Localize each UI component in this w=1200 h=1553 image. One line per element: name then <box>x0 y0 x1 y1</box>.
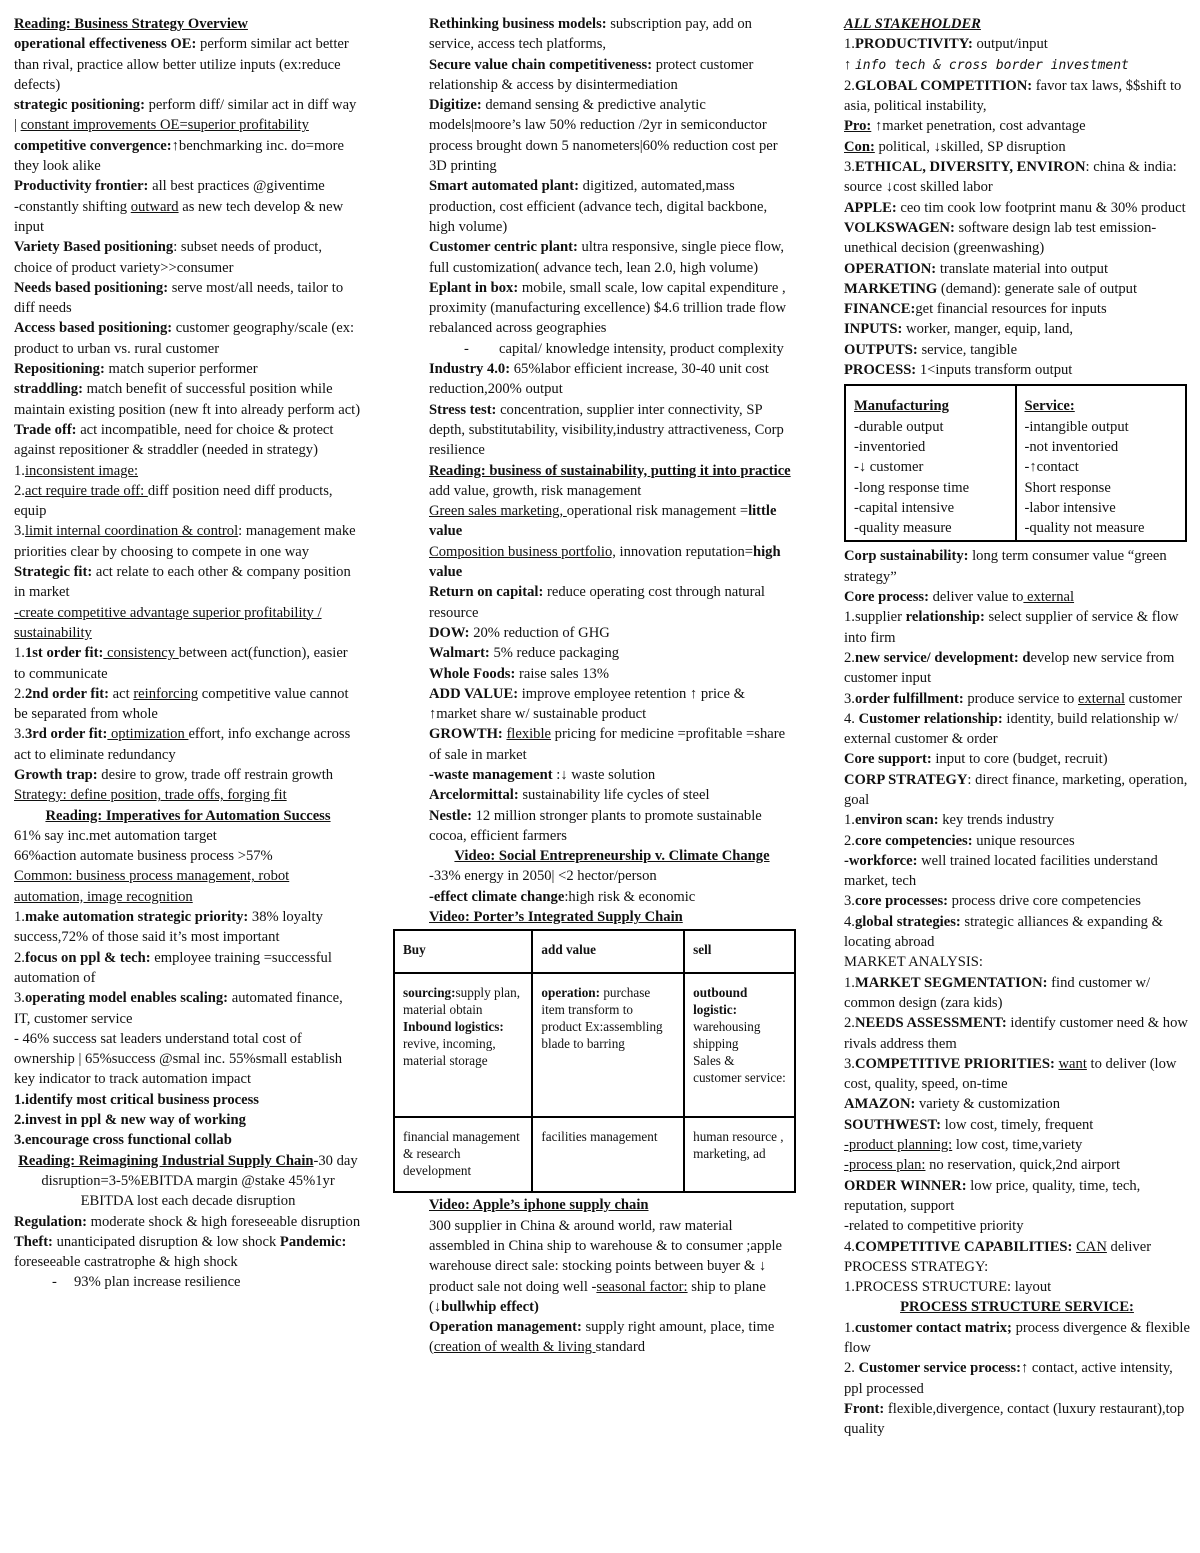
table-cell-facilities: facilities management <box>532 1117 684 1192</box>
note-customer-contact-matrix: 1.customer contact matrix; process divergence & flexible flow <box>844 1319 1190 1356</box>
note-finance: FINANCE:get financial resources for inputs <box>844 301 1107 318</box>
manufacturing-header: Manufacturing <box>854 398 949 415</box>
note-operational-effectiveness: operational effectiveness OE: perform similar act better than rival, practice allow better utilize inputs (ex:reduce defects) <box>14 36 349 93</box>
note-smart-automated-plant: Smart automated plant: digitized, automated,mass production, cost efficient (advance tech, digital backbone, high volume) <box>429 178 768 235</box>
heading-business-strategy: Reading: Business Strategy Overview <box>14 16 248 32</box>
table-header-buy: Buy <box>394 930 532 973</box>
note-global-competition: 2.GLOBAL COMPETITION: favor tax laws, $$shift to asia, political instability, <box>844 77 1182 115</box>
note-growth: GROWTH: flexible pricing for medicine =profitable =share of sale in market <box>429 726 786 763</box>
note-identify-process: 1.identify most critical business process <box>14 1091 259 1108</box>
note-automation-priority: 1.make automation strategic priority: 38% loyalty success,72% of those said it’s most important <box>14 909 323 946</box>
note-walmart: Walmart: 5% reduce packaging <box>429 645 620 662</box>
note-first-order-fit: 1.1st order fit: consistency between act(function), easier to communicate <box>14 645 348 682</box>
note-access-based: Access based positioning: customer geography/scale (ex: product to urban vs. rural customer <box>14 320 355 357</box>
note-workforce: -workforce: well trained located facilities understand market, tech <box>844 852 1158 890</box>
note-composition-portfolio: Composition business portfolio, innovation reputation=high value <box>429 543 781 581</box>
note-apple-suppliers: 300 supplier in China & around world, raw material assembled in China ship to warehouse & to consumer ;apple warehouse direct sale: stocking points between buyer & ↓ product sale not doing well -seasonal factor: ship to plane (↓bullwhip effect) <box>429 1217 783 1315</box>
heading-process-structure-service: PROCESS STRUCTURE SERVICE: <box>900 1299 1134 1316</box>
note-inputs: INPUTS: worker, manger, equip, land, <box>844 321 1074 338</box>
manufacturing-item: -inventoried <box>854 438 926 455</box>
note-order-fulfillment: 3.order fulfillment: produce service to external customer <box>844 690 1183 707</box>
note-rethinking-business-models: Rethinking business models: subscription pay, add on service, access tech platforms, <box>429 16 752 53</box>
note-operating-model: 3.operating model enables scaling: automated finance, IT, customer service <box>14 990 343 1027</box>
note-environ-scan: 1.environ scan: key trends industry <box>844 812 1055 829</box>
manufacturing-item: -↓ customer <box>854 459 924 476</box>
note-process-structure: 1.PROCESS STRUCTURE: layout <box>844 1279 1052 1296</box>
note-return-on-capital: Return on capital: reduce operating cost through natural resource <box>429 584 765 621</box>
table-cell-buy-activities: sourcing:supply plan, material obtain Inbound logistics: revive, incoming, material storage <box>394 973 532 1117</box>
column-2 <box>403 14 795 1358</box>
manufacturing-column <box>845 385 1016 541</box>
note-inconsistent-image: 1.inconsistent image: <box>14 462 139 479</box>
heading-business-of-sustainability: Reading: business of sustainability, putting it into practice add value, growth, risk management <box>429 462 791 499</box>
note-repositioning: Repositioning: match superior performer <box>14 361 258 378</box>
note-energy-2050: -33% energy in 2050| <2 hector/person <box>429 868 657 885</box>
heading-social-entrepreneurship: Video: Social Entrepreneurship v. Climate Change <box>454 848 770 865</box>
note-dow: DOW: 20% reduction of GHG <box>429 624 610 641</box>
table-header-add-value: add value <box>532 930 684 973</box>
note-whole-foods: Whole Foods: raise sales 13% <box>429 665 609 682</box>
note-core-process: Core process: deliver value to external <box>844 589 1075 606</box>
manufacturing-service-table <box>844 384 1187 542</box>
note-front: Front: flexible,divergence, contact (luxury restaurant),top quality <box>844 1400 1185 1438</box>
note-customer-relationship: 4. Customer relationship: identity, build relationship w/ external customer & order <box>844 710 1179 748</box>
service-item: -not inventoried <box>1024 438 1119 455</box>
note-core-competencies: 2.core competencies: unique resources <box>844 832 1075 849</box>
note-competitive-advantage: -create competitive advantage superior profitability / sustainability <box>14 604 322 641</box>
note-needs-based: Needs based positioning: serve most/all needs, tailor to diff needs <box>14 279 344 317</box>
note-shifting-outward: -constantly shifting outward as new tech develop & new input <box>14 198 344 235</box>
note-process-plan: -process plan: no reservation, quick,2nd airport <box>844 1157 1120 1174</box>
note-competitive-priorities: 3.COMPETITIVE PRIORITIES: want to deliver (low cost, quality, speed, on-time <box>844 1055 1177 1093</box>
service-item: -labor intensive <box>1024 499 1116 516</box>
note-outputs: OUTPUTS: service, tangible <box>844 341 1018 358</box>
note-apple: APPLE: ceo tim cook low footprint manu & 30% product <box>844 199 1186 216</box>
note-related-priority: -related to competitive priority <box>844 1218 1024 1235</box>
table-cell-financial: financial management & research development <box>394 1117 532 1192</box>
note-act-require-trade-off: 2.act require trade off: diff position need diff products, equip <box>14 482 333 520</box>
note-success-leaders: - 46% success sat leaders understand total cost of ownership | 65%success @smal inc. 55%small establish key indicator to track automation impact <box>14 1030 343 1088</box>
note-strategy-summary: Strategy: define position, trade offs, forging fit <box>14 787 287 804</box>
manufacturing-item: -quality measure <box>854 520 952 537</box>
note-marketing: MARKETING (demand): generate sale of output <box>844 280 1138 297</box>
note-strategic-fit: Strategic fit: act relate to each other & company position in market <box>14 564 351 601</box>
note-secure-value-chain: Secure value chain competitiveness: protect customer relationship & access by disintermediation <box>429 56 754 93</box>
note-eplant-in-box: Eplant in box: mobile, small scale, low capital expenditure , proximity (manufacturing excellence) $4.6 trillion trade flow rebalanced across geographies <box>429 279 787 337</box>
heading-porter-supply-chain: Video: Porter’s Integrated Supply Chain <box>429 909 683 926</box>
note-straddling: straddling: match benefit of successful position while maintain existing position (new ft into already perform act) <box>14 381 361 418</box>
note-action-automate: 66%action automate business process >57% <box>14 848 273 865</box>
service-column <box>1016 385 1187 541</box>
note-corp-sustainability: Corp sustainability: long term consumer value “green strategy” <box>844 548 1167 585</box>
note-effect-climate: -effect climate change:high risk & economic <box>429 888 696 905</box>
note-product-planning: -product planning: low cost, time,variety <box>844 1137 1083 1154</box>
note-ethical-diversity: 3.ETHICAL, DIVERSITY, ENVIRON: china & india: source ↓cost skilled labor <box>844 159 1177 196</box>
note-limit-internal-coordination: 3.limit internal coordination & control: management make priorities clear by choosing to compete in one way <box>14 523 356 560</box>
note-industry-4: Industry 4.0: 65%labor efficient increase, 30-40 unit cost reduction,200% output <box>429 361 769 398</box>
note-market-segmentation: 1.MARKET SEGMENTATION: find customer w/ common design (zara kids) <box>844 974 1151 1011</box>
note-volkswagen: VOLKSWAGEN: software design lab test emission- unethical decision (greenwashing) <box>844 219 1157 257</box>
note-operation: OPERATION: translate material into output <box>844 260 1109 277</box>
note-green-sales: Green sales marketing, operational risk management =little value <box>429 503 777 540</box>
note-con: Con: political, ↓skilled, SP disruption <box>844 138 1066 155</box>
table-cell-sell-activities: outbound logistic: warehousing shipping Sales & customer service: <box>684 973 795 1117</box>
note-variety-based: Variety Based positioning: subset needs of product, choice of product variety>>consumer <box>14 239 322 276</box>
note-capital-knowledge: - capital/ knowledge intensity, product complexity <box>464 340 784 357</box>
note-disruption-types: Regulation: moderate shock & high foreseeable disruption Theft: unanticipated disruption & low shock Pandemic: foreseeable castratrophe & high shock <box>14 1213 361 1271</box>
note-waste-management: -waste management :↓ waste solution <box>429 766 656 783</box>
note-trade-off: Trade off: act incompatible, need for choice & protect against repositioner & straddler (needed in strategy) <box>14 421 334 459</box>
note-digitize: Digitize: demand sensing & predictive analytic models|moore’s law 50% reduction /2yr in semiconductor process brought down 5 nanometers|60% reduction cost per 3D printing <box>429 97 778 175</box>
note-focus-ppl-tech: 2.focus on ppl & tech: employee training =successful automation of <box>14 949 332 986</box>
heading-industrial-supply-chain: Reading: Reimagining Industrial Supply Chain-30 day disruption=3-5%EBITDA margin @stake 45%1yr EBITDA lost each decade disruption <box>18 1152 358 1210</box>
note-arcelormittal: Arcelormittal: sustainability life cycles of steel <box>429 787 710 804</box>
note-global-strategies: 4.global strategies: strategic alliances & expanding & locating abroad <box>844 913 1163 951</box>
note-operation-management: Operation management: supply right amount, place, time (creation of wealth & living standard <box>429 1319 775 1356</box>
note-needs-assessment: 2.NEEDS ASSESSMENT: identify customer need & how rivals address them <box>844 1015 1188 1052</box>
note-growth-trap: Growth trap: desire to grow, trade off restrain growth <box>14 766 334 783</box>
note-strategic-positioning: strategic positioning: perform diff/ similar act in diff way | constant improvements OE=superior profitability <box>14 97 357 134</box>
service-item: -quality not measure <box>1024 520 1145 537</box>
table-cell-human-resource: human resource , marketing, ad <box>684 1117 795 1192</box>
note-add-value: ADD VALUE: improve employee retention ↑ price & ↑market share w/ sustainable product <box>429 685 746 723</box>
table-cell-add-value-activities: operation: purchase item transform to product Ex:assembling blade to barring <box>532 973 684 1117</box>
note-invest-ppl: 2.invest in ppl & new way of working <box>14 1112 246 1129</box>
manufacturing-item: -capital intensive <box>854 499 955 516</box>
note-process: PROCESS: 1<inputs transform output <box>844 362 1073 379</box>
service-item: -intangible output <box>1024 418 1129 435</box>
note-core-support: Core support: input to core (budget, recruit) <box>844 751 1108 768</box>
note-southwest: SOUTHWEST: low cost, timely, frequent <box>844 1116 1094 1133</box>
note-common-automation: Common: business process management, robot automation, image recognition <box>14 868 290 905</box>
note-info-tech: ↑ info tech & cross border investment <box>844 56 1129 73</box>
manufacturing-item: -durable output <box>854 418 944 435</box>
table-header-sell: sell <box>684 930 795 973</box>
note-stress-test: Stress test: concentration, supplier inter connectivity, SP depth, substitutability, visibility,industry attractiveness, Corp resilience <box>429 401 784 459</box>
column-1 <box>14 14 362 1293</box>
note-plan-resilience: - 93% plan increase resilience <box>52 1274 241 1291</box>
manufacturing-item: -long response time <box>854 479 970 496</box>
note-order-winner: ORDER WINNER: low price, quality, time, tech, reputation, support <box>844 1177 1141 1214</box>
service-item: -↑contact <box>1024 459 1079 476</box>
service-header: Service: <box>1024 398 1075 415</box>
note-supplier-relationship: 1.supplier relationship: select supplier of service & flow into firm <box>844 609 1179 646</box>
heading-automation-success: Reading: Imperatives for Automation Success <box>45 807 331 824</box>
porter-supply-chain-table <box>393 929 796 1193</box>
note-third-order-fit: 3.3rd order fit: optimization effort, info exchange across act to eliminate redundancy <box>14 726 351 763</box>
note-corp-strategy: CORP STRATEGY: direct finance, marketing, operation, goal <box>844 771 1188 808</box>
note-core-processes: 3.core processes: process drive core competencies <box>844 893 1141 910</box>
note-automation-target: 61% say inc.met automation target <box>14 827 217 844</box>
heading-apple-supply-chain: Video: Apple’s iphone supply chain <box>429 1197 649 1214</box>
note-pro: Pro: ↑market penetration, cost advantage <box>844 118 1086 135</box>
note-productivity: 1.PRODUCTIVITY: output/input <box>844 36 1048 53</box>
note-market-analysis: MARKET ANALYSIS: <box>844 954 983 971</box>
note-customer-centric-plant: Customer centric plant: ultra responsive, single piece flow, full customization( advance tech, lean 2.0, high volume) <box>429 239 785 276</box>
note-cross-functional: 3.encourage cross functional collab <box>14 1132 232 1149</box>
column-3 <box>844 14 1190 1439</box>
note-new-service: 2.new service/ development: develop new service from customer input <box>844 649 1175 687</box>
note-productivity-frontier: Productivity frontier: all best practices @giventime <box>14 178 325 195</box>
note-second-order-fit: 2.2nd order fit: act reinforcing competitive value cannot be separated from whole <box>14 685 349 723</box>
note-amazon: AMAZON: variety & customization <box>844 1096 1061 1113</box>
note-competitive-convergence: competitive convergence:↑benchmarking inc. do=more they look alike <box>14 137 344 175</box>
service-item: Short response <box>1024 479 1111 496</box>
note-competitive-capabilities: 4.COMPETITIVE CAPABILITIES: CAN deliver PROCESS STRATEGY: <box>844 1238 1152 1275</box>
note-customer-service-process: 2. Customer service process:↑ contact, active intensity, ppl processed <box>844 1360 1173 1397</box>
note-nestle: Nestle: 12 million stronger plants to promote sustainable cocoa, efficient farmers <box>429 807 762 844</box>
heading-all-stakeholder: ALL STAKEHOLDER <box>844 16 981 32</box>
